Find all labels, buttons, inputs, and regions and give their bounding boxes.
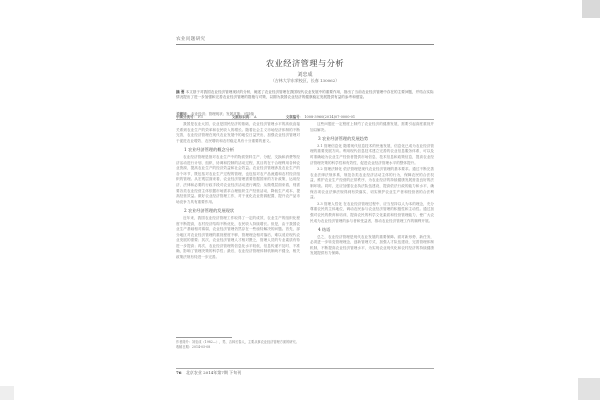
- section-heading-1: 1 农业经济管理的概念分析: [184, 147, 235, 153]
- keywords: 关键词： 农业经济；管理现状；发展对策；可持续: [176, 112, 255, 116]
- page-corner-bottom-left: [0, 386, 14, 400]
- keywords-label: 关键词: [176, 112, 187, 116]
- article-id: 文章编号： 1008-3960(2014)07-0000-01: [285, 115, 356, 119]
- clc-label: 中图分类号: [176, 115, 194, 119]
- right-paragraph-3: 3.2 管理法制化 依法管理是现代农业经济管理的基本要求。通过不断完善农业法律法规体系，规范各类农业经济活动主体的行为，保障农民的合法权益，维护农业生产经营的正常秩序，为农业经济的持续健康发展营造良好的法制环境。同时，还应加强农业执法队伍建设，提高依法行政的能力和水平，确保各项农业法律法规得到有效落实，切实保护农业生产者和经营者的合法利益。: [310, 167, 434, 200]
- right-paragraph-5: 总之，农业经济管理是现代农业发展的重要保障。面对新形势、新任务，必须进一步转变管理理念，创新管理方式，加强人才队伍建设，完善管理体制机制，不断提高农业经济管理水平，为实现农业现代化和农村经济的持续健康发展提供有力保障。: [310, 234, 434, 256]
- left-paragraph-2: 农业经济管理是指对农业生产中的物质资料生产、分配、交换和消费等经济活动进行计划、组织、协调和控制的活动过程，其目的在于合理利用各种农业资源，提高农业生产的经济效益和社会效益。农业经济管理涉及农业生产的各个环节，既包括对农业生产过程的管理，也包括对农产品流通和农村经济组织的管理。从宏观层面来看，农业经济管理需要依据国家的方针政策，运用经济、法律和必要的行政手段对农业经济活动进行调控；从微观层面来看，则需要各类农业经营主体依据市场需求合理组织生产经营活动，降低生产成本，提高经营效益。做好农业经济管理工作，对于优化农业资源配置、提升农产品市场竞争力具有重要作用。: [176, 154, 300, 204]
- right-paragraph-4: 3.3 管理人性化 在农业经济管理过程中，应当坚持以人为本的理念，充分尊重农民的主体地位，调动农民参与农业经济管理的积极性和主动性。通过加强对农民的教育和培训，提高农民的科学文化素质和经营管理能力，使广大农民成为农业经济管理的参与者和受益者，推动农业经济管理工作的顺利开展。: [310, 201, 434, 223]
- article-id-value: 1008-3960(2014)07-0000-01: [304, 115, 356, 119]
- metadata-divider: [176, 119, 434, 120]
- section-heading-2: 2 农业经济管理的发展现状: [184, 208, 235, 214]
- page-corner-top-right: [582, 0, 600, 18]
- abstract-label: 摘 要: [176, 90, 185, 94]
- page-corner-bottom-right: [578, 378, 600, 400]
- doc-code: 文献标识码： A: [231, 115, 257, 119]
- document-page: [168, 6, 438, 396]
- doc-code-label: 文献标识码: [231, 115, 250, 119]
- page-number: 76: [176, 370, 182, 375]
- right-column: [310, 122, 434, 258]
- right-paragraph-1: 这些问题在一定程度上制约了农业经济的健康发展，需要引起高度重视并加以解决。: [310, 122, 434, 132]
- left-column: [176, 122, 300, 262]
- article-title: 农业经济管理与分析: [265, 58, 345, 68]
- footnote-author: 作者简介：刘忠成（1982—），男，吉林长春人，主要从事农业经济管理方面的研究。: [176, 340, 299, 344]
- header-divider: [176, 44, 434, 45]
- page-corner-top-left: [0, 0, 16, 16]
- page-footer: [176, 370, 241, 376]
- keywords-value: 农业经济；管理现状；发展对策；可持续: [191, 112, 255, 116]
- footer-divider: [176, 368, 434, 369]
- doc-code-value: A: [254, 115, 257, 119]
- footnotes: [176, 340, 300, 350]
- journal-info: 北京农业 2014年第7期 下旬刊: [185, 370, 242, 375]
- author-affiliation: （吉林大学东荣校区，长春 130062）: [270, 78, 340, 83]
- left-paragraph-1: 我国是农业大国，农业是国民经济的基础，农业经济管理水平的高低直接关系到农业生产的效率和农民收入的增长。随着社会主义市场经济体制的不断完善，农业经济管理在现代农业发展中的地位日益突出，加强农业经济管理对于促进农业增效、农民增收和农村稳定具有十分重要的意义。: [176, 122, 300, 143]
- article-author: 刘忠成: [297, 72, 313, 78]
- article-id-label: 文章编号: [285, 115, 300, 119]
- section-heading-3: 3 农业经济管理的发展趋势: [318, 136, 369, 142]
- running-header: 农业问题研究: [176, 37, 206, 42]
- clc-value: F3: [198, 115, 203, 119]
- section-heading-4: 4 结语: [318, 227, 331, 233]
- abstract-text: 本文基于对我国农业经济管理现状的分析，阐述了农业经济管理在我国现代农业发展中的重要作用，指出了当前农业经济管理中存在的主要问题，并结合实际情况提出了进一步加强和完善农业经济管理的措施与对策，以期为我国农业经济的健康稳定发展提供有益的参考和借鉴。: [176, 90, 434, 100]
- abstract: [176, 90, 434, 100]
- right-paragraph-2: 3.1 管理信息化 随着现代信息技术的快速发展，信息化已成为农业经济管理的重要发展方向。利用现代信息技术建立完善的农业信息服务体系，可以及时准确地为农业生产经营者提供市场信息、技术信息和政策信息，提高农业经济管理决策的科学性和有效性，促进农业经济管理水平的整体提升。: [310, 143, 434, 165]
- left-paragraph-3: 近年来，我国农业经济管理工作取得了一定的成效，农业生产的组织化程度不断提高，农村经济结构不断优化，农民收入持续增长。但是，由于我国农业生产基础相对薄弱，农业经济管理仍然存在一些亟待解决的问题。首先，部分地区对农业经济管理的重视程度不够，管理理念相对落后，难以适应现代农业发展的需要；其次，农业经济管理人才相对匮乏，管理人员的专业素质有待进一步提高；再次，农业经济管理的信息化水平较低，信息传递不及时、不准确，影响了管理决策的科学性；最后，农业经济管理体制机制尚不健全，相关政策法规有待进一步完善。: [176, 215, 300, 260]
- footnote-divider: [176, 337, 232, 338]
- footnote-received: 收稿日期：2014-05-08: [176, 344, 211, 349]
- clc: 中图分类号： F3: [176, 115, 203, 119]
